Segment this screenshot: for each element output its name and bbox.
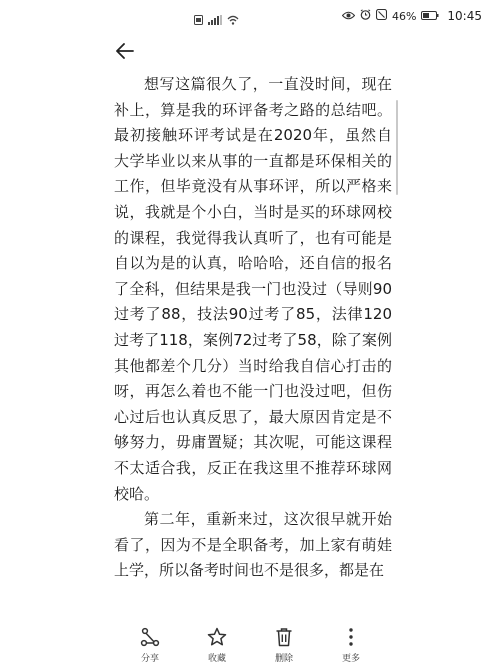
status-bar-right: [342, 9, 482, 23]
back-arrow-icon: [112, 38, 138, 64]
bottom-toolbar: [0, 620, 500, 667]
more-vertical-icon: [340, 626, 362, 648]
wifi-icon: [227, 10, 239, 29]
delete-button[interactable]: [259, 626, 309, 666]
status-time: 10:45: [447, 9, 482, 23]
trash-icon: [273, 626, 295, 648]
share-label: 分享: [140, 654, 159, 664]
back-button[interactable]: [112, 38, 138, 64]
share-icon: [139, 626, 161, 648]
delete-label: 删除: [274, 654, 293, 664]
scrollbar-thumb[interactable]: [396, 100, 398, 195]
article-paragraph: 第二年，重新来过，这次很早就开始看了，因为不是全职备考，加上家有萌娃上学，所以备考时间也不是很多，都是在: [114, 510, 392, 580]
mute-icon: [376, 9, 387, 23]
alarm-icon: [360, 9, 371, 23]
share-button[interactable]: [125, 626, 175, 666]
more-button[interactable]: [326, 626, 376, 666]
battery-percent: 46%: [391, 9, 417, 23]
signal-icon: [208, 10, 222, 29]
favorite-label: 收藏: [207, 654, 226, 664]
article-body[interactable]: [114, 72, 392, 620]
status-bar: [0, 0, 500, 34]
more-label: 更多: [341, 654, 360, 664]
eye-icon: [342, 10, 355, 23]
status-bar-left: [194, 10, 239, 29]
article-paragraph: 想写这篇很久了，一直没时间，现在补上，算是我的环评备考之路的总结吧。最初接触环评考试是在2020年，虽然自大学毕业以来从事的一直都是环保相关的工作，但毕竟没有从事环评，所以严格来说，我就是个小白，当时是买的环球网校的课程，我觉得我认真听了，也有可能是自以为是的认真，哈哈哈，还自信的报名了全科，但结果是我一门也没过（导则90过考了88，技法90过考了85，法律120过考了118，案例72过考了58，除了案例其他都差个几分）当时给我自信心打击的呀，再怎么着也不能一门也没过吧，但伤心过后也认真反思了，最大原因肯定是不够努力，毋庸置疑；其次呢，可能这课程不太适合我，反正在我这里不推荐环球网校哈。: [114, 75, 392, 503]
star-icon: [206, 626, 228, 648]
sim-hd-icon: [194, 10, 203, 29]
favorite-button[interactable]: [192, 626, 242, 666]
battery-icon: [421, 10, 439, 23]
